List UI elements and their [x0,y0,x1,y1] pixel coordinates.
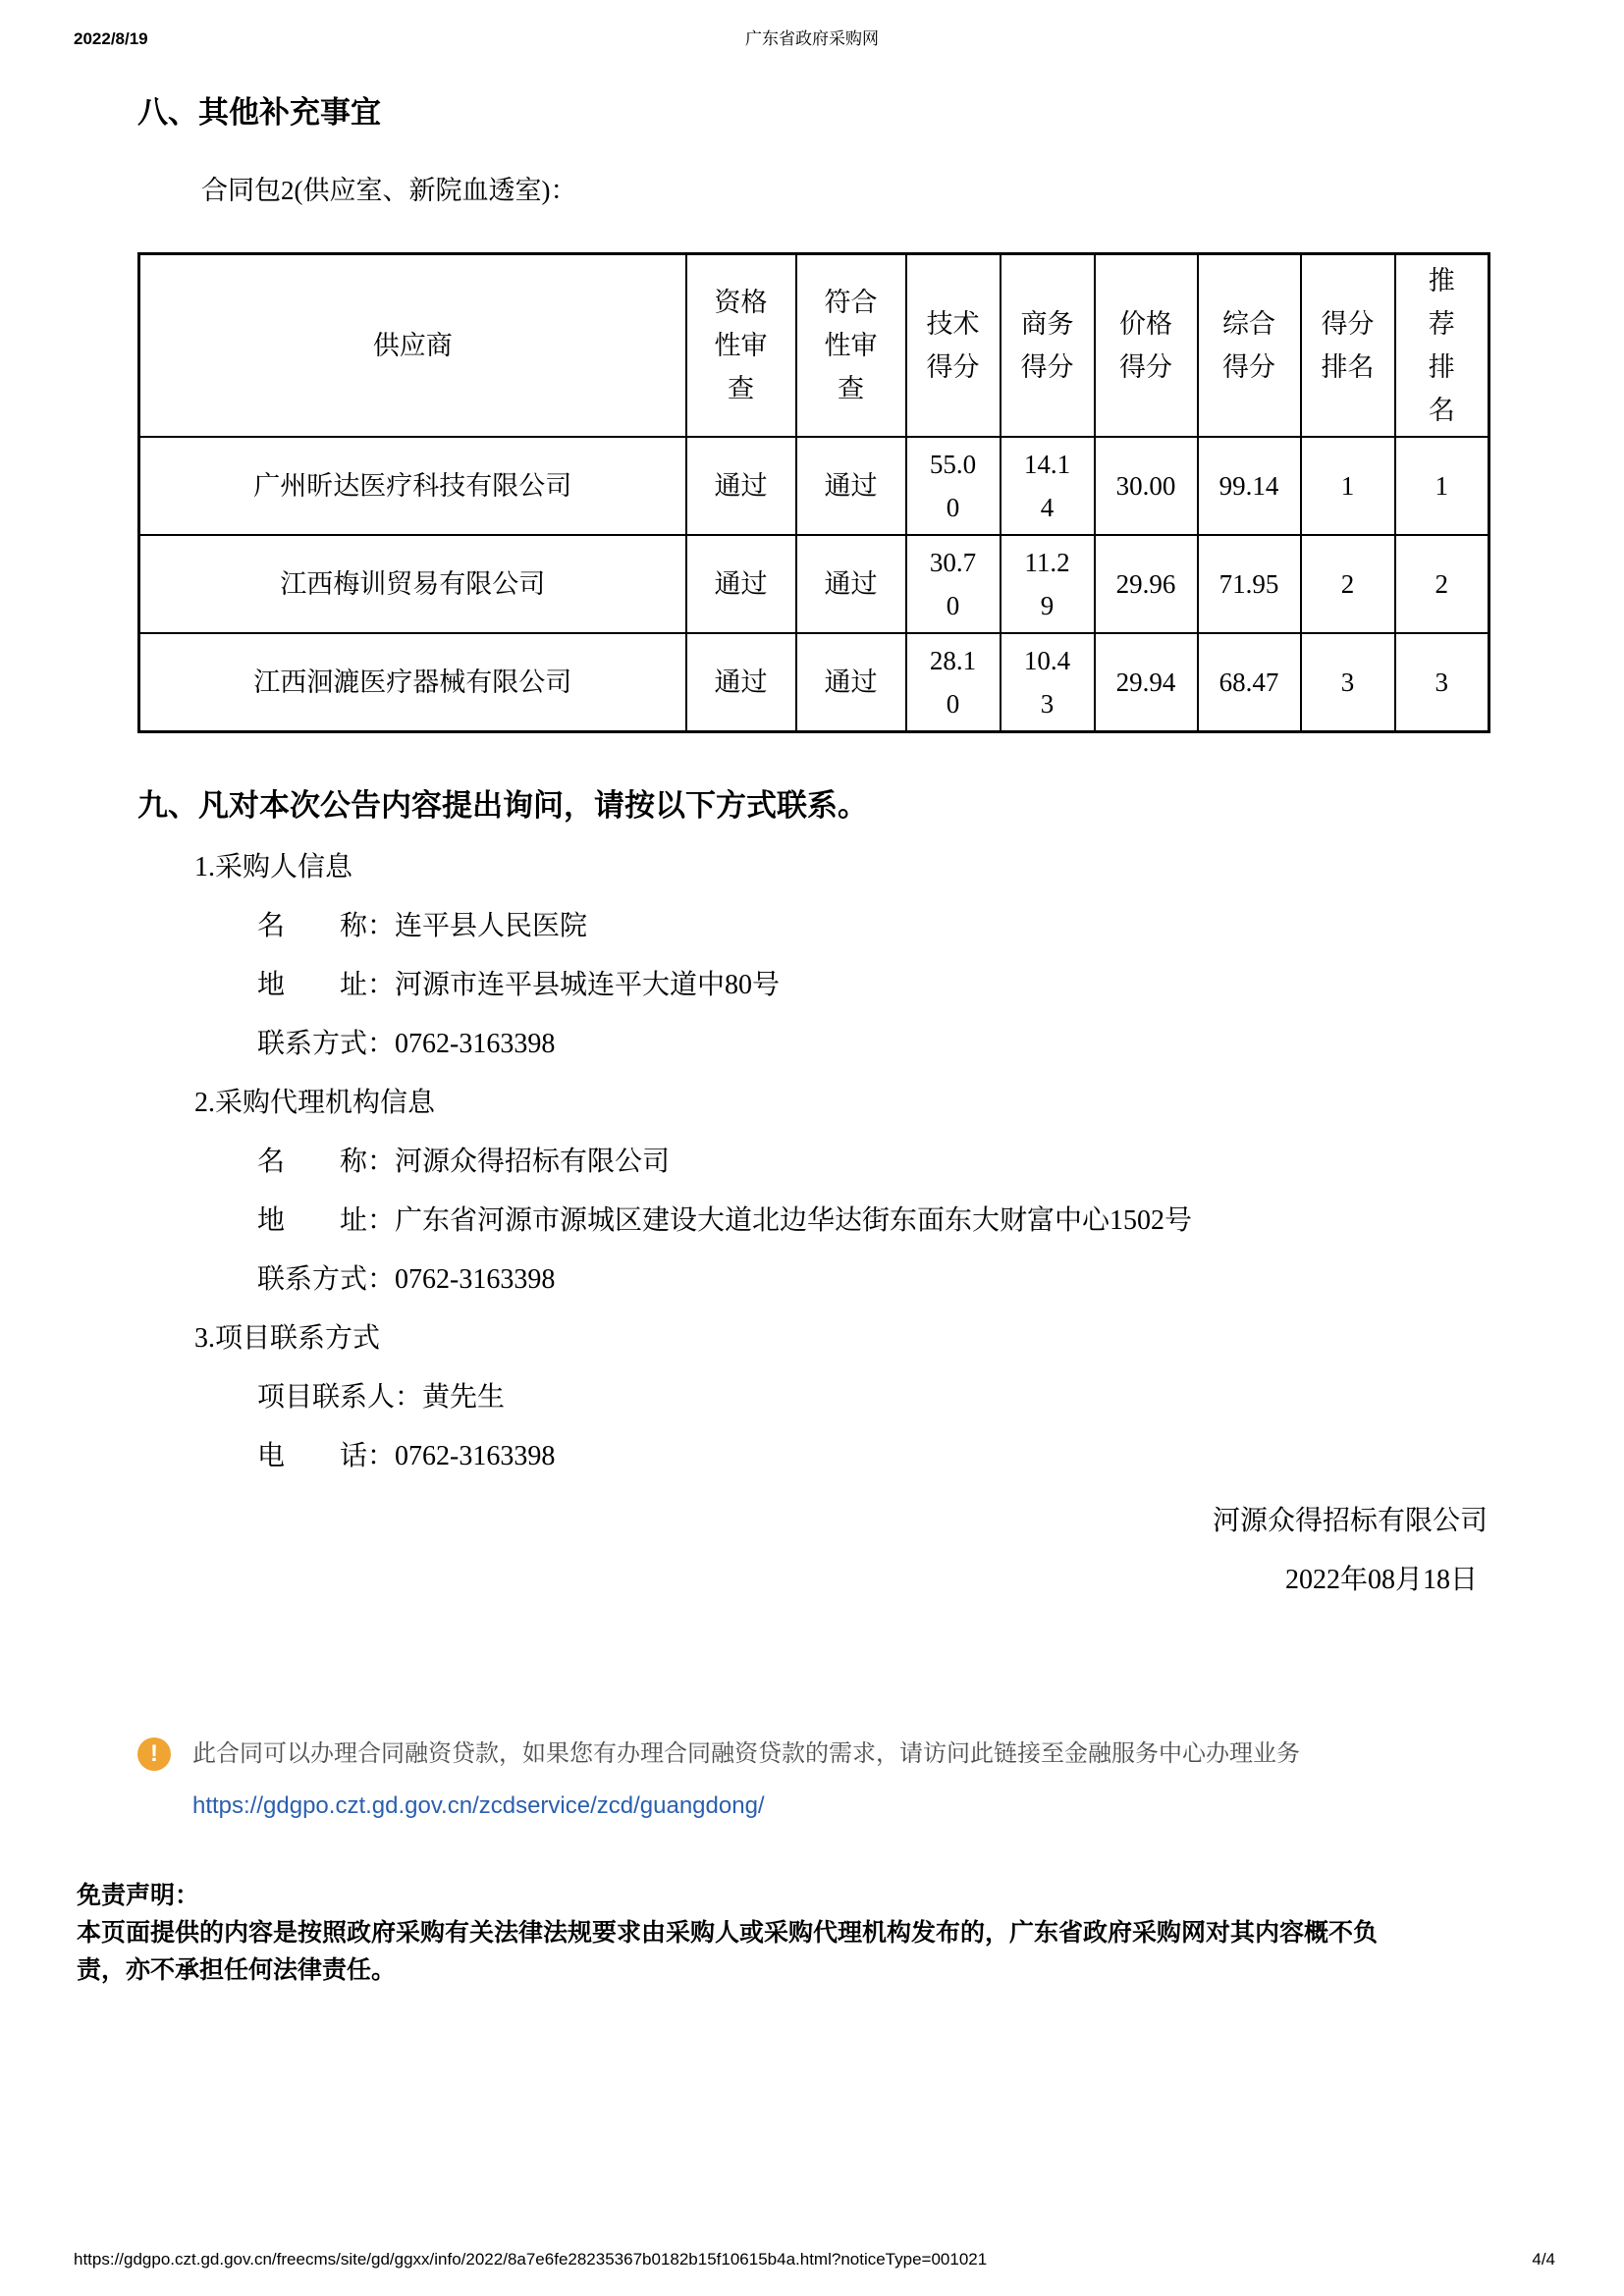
table-header-row [139,254,1489,438]
conformity-cell: 通过 [796,535,906,633]
purchaser-info-title: 1.采购人信息 [194,851,353,882]
price-score-cell: 30.00 [1095,437,1198,535]
header-business-score: 商务得分 [1001,254,1095,438]
exclamation-icon: ! [137,1737,171,1771]
supplier-name-cell: 江西洄漉医疗器械有限公司 [139,633,686,731]
header-score-rank: 得分排名 [1301,254,1395,438]
section9-heading: 九、凡对本次公告内容提出询问，请按以下方式联系。 [137,787,868,823]
print-header [74,29,1550,49]
document-body [137,93,1488,1821]
header-total-score: 综合得分 [1198,254,1301,438]
business-score-cell: 14.14 [1001,437,1095,535]
total-score-cell: 71.95 [1198,535,1301,633]
price-score-cell: 29.94 [1095,633,1198,731]
disclaimer-body: 本页面提供的内容是按照政府采购有关法律法规要求由采购人或采购代理机构发布的，广东省政府采购网对其内容概不负责，亦不承担任何法律责任。 [77,1919,1379,1984]
loan-notice-body [192,1736,1300,1821]
score-rank-cell: 2 [1301,535,1395,633]
agency-info-title: 2.采购代理机构信息 [194,1087,436,1118]
table-row [139,437,1489,535]
business-score-cell: 11.29 [1001,535,1095,633]
score-rank-cell: 3 [1301,633,1395,731]
tech-score-cell: 28.10 [906,633,1001,731]
loan-notice-text: 此合同可以办理合同融资贷款，如果您有办理合同融资贷款的需求，请访问此链接至金融服务中心办理业务 [192,1739,1300,1767]
header-supplier: 供应商 [139,254,686,438]
footer-url: https://gdgpo.czt.gd.gov.cn/freecms/site/gd/ggxx/info/2022/8a7e6fe28235367b0182b15f10615b4a.html?noticeType=001021 [74,2250,988,2269]
package-label: 合同包2(供应室、新院血透室)： [201,176,577,205]
agency-name: 名 称：河源众得招标有限公司 [257,1146,671,1177]
purchaser-name: 名 称：连平县人民医院 [257,910,588,941]
table-row [139,633,1489,731]
business-score-cell: 10.43 [1001,633,1095,731]
header-recommend-rank: 推荐排名 [1395,254,1489,438]
purchaser-address: 地 址：河源市连平县城连平大道中80号 [257,969,781,1000]
signature-company: 河源众得招标有限公司 [1212,1505,1488,1536]
purchaser-contact: 联系方式：0762-3163398 [257,1028,556,1059]
table-row [139,535,1489,633]
signature-date: 2022年08月18日 [1284,1564,1478,1595]
score-rank-cell: 1 [1301,437,1395,535]
project-phone: 电 话：0762-3163398 [257,1440,556,1471]
disclaimer-title: 免责声明： [77,1882,200,1909]
supplier-name-cell: 江西梅训贸易有限公司 [139,535,686,633]
supplier-name-cell: 广州昕达医疗科技有限公司 [139,437,686,535]
recommend-rank-cell: 3 [1395,633,1489,731]
agency-address: 地 址：广东省河源市源城区建设大道北边华达街东面东大财富中心1502号 [257,1204,1193,1236]
score-table [137,252,1490,733]
print-date: 2022/8/19 [74,29,148,48]
loan-service-link[interactable]: https://gdgpo.czt.gd.gov.cn/zcdservice/zcd/guangdong/ [192,1791,765,1819]
tech-score-cell: 55.00 [906,437,1001,535]
total-score-cell: 99.14 [1198,437,1301,535]
section8-heading: 八、其他补充事宜 [137,95,381,130]
disclaimer [77,1877,1392,1989]
total-score-cell: 68.47 [1198,633,1301,731]
agency-contact: 联系方式：0762-3163398 [257,1263,556,1295]
recommend-rank-cell: 2 [1395,535,1489,633]
conformity-cell: 通过 [796,437,906,535]
qualification-cell: 通过 [686,437,796,535]
header-tech-score: 技术得分 [906,254,1001,438]
project-contact-title: 3.项目联系方式 [194,1322,381,1354]
conformity-cell: 通过 [796,633,906,731]
tech-score-cell: 30.70 [906,535,1001,633]
qualification-cell: 通过 [686,633,796,731]
site-title: 广东省政府采购网 [744,29,879,48]
header-conformity: 符合性审查 [796,254,906,438]
price-score-cell: 29.96 [1095,535,1198,633]
recommend-rank-cell: 1 [1395,437,1489,535]
qualification-cell: 通过 [686,535,796,633]
loan-notice [137,1736,1488,1821]
page-number: 4/4 [1532,2250,1555,2269]
print-footer [74,2250,1555,2269]
project-contact-person: 项目联系人：黄先生 [257,1381,506,1413]
header-price-score: 价格得分 [1095,254,1198,438]
header-qualification: 资格性审查 [686,254,796,438]
